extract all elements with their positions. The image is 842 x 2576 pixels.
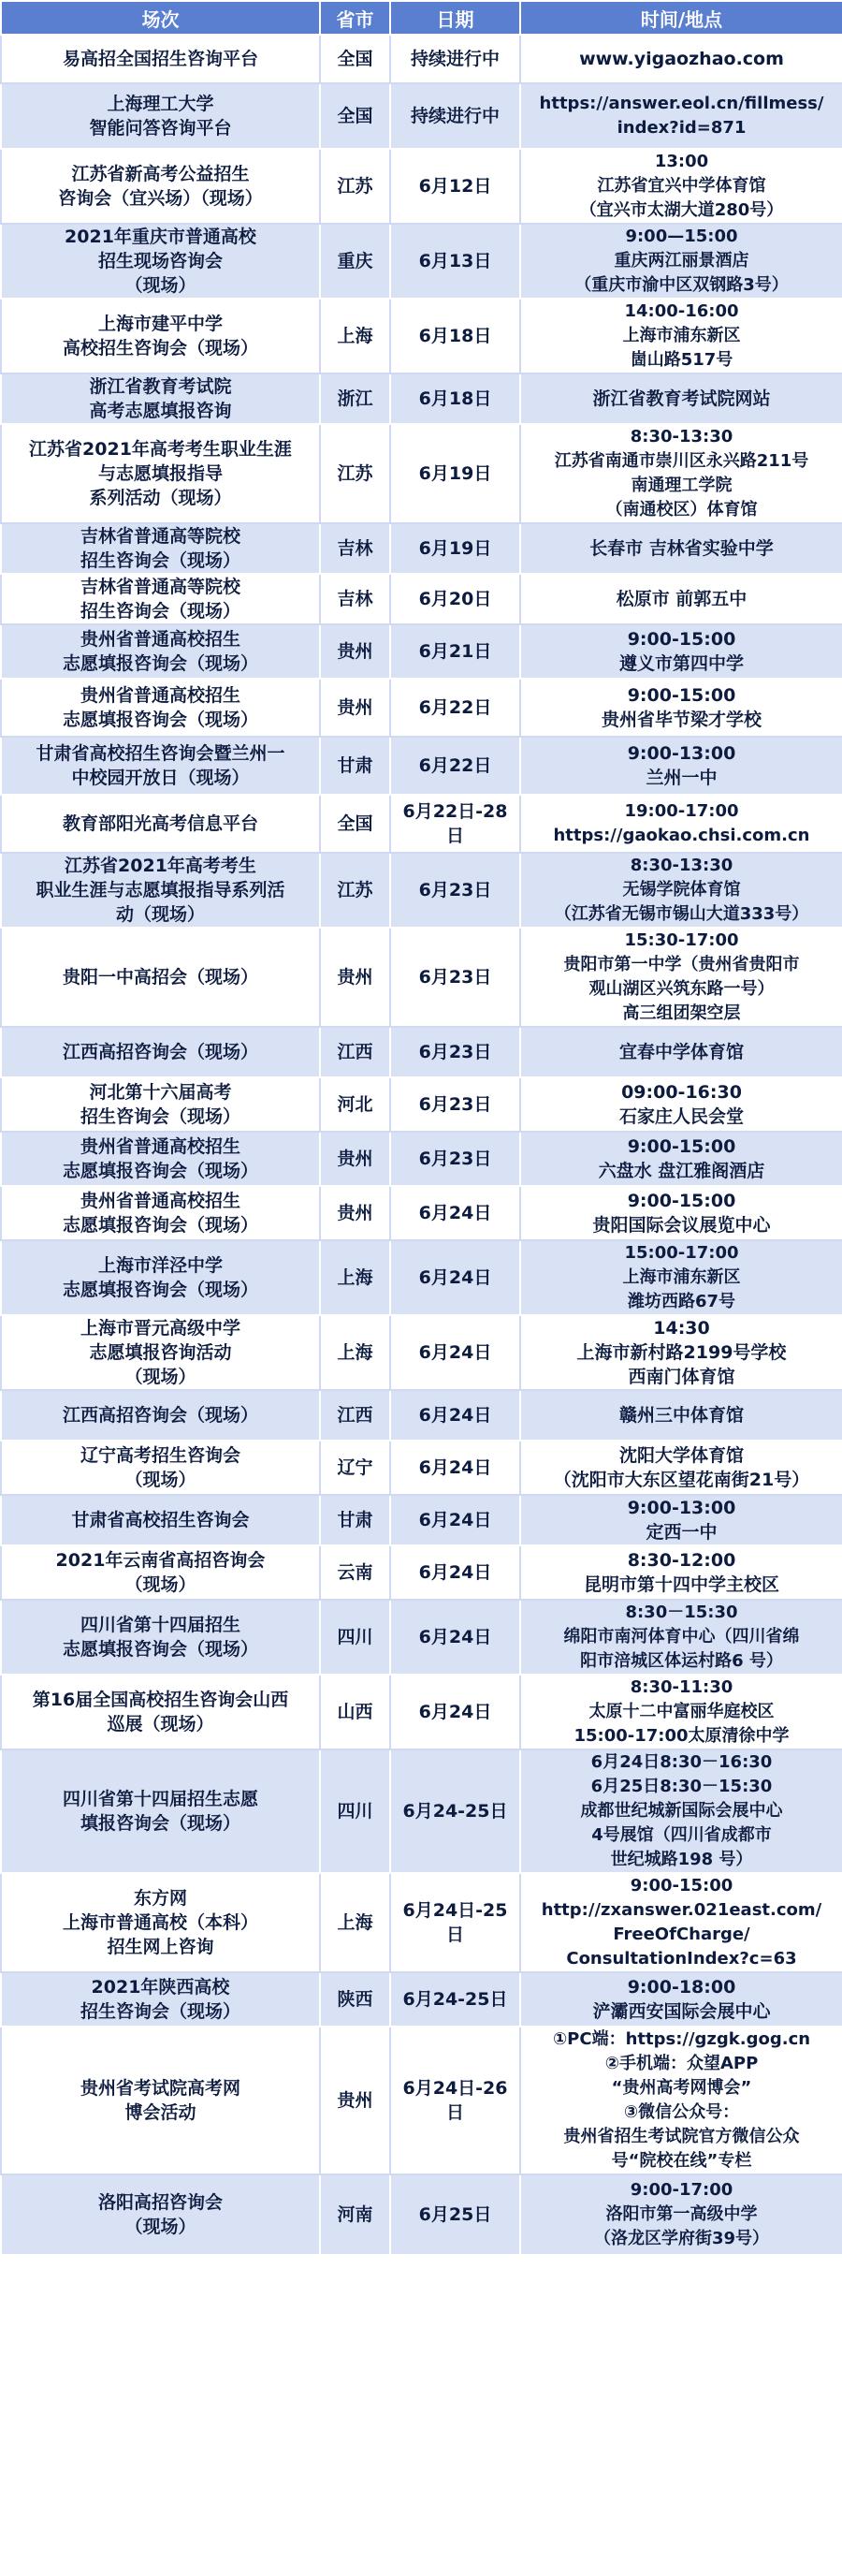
table-row — [1, 1186, 842, 1240]
table-row — [1, 1077, 842, 1132]
table-row — [1, 424, 842, 523]
cell-region: 江苏 — [320, 424, 390, 523]
table-row — [1, 795, 842, 853]
cell-event: 贵州省普通高校招生 志愿填报咨询会（现场） — [1, 1186, 320, 1240]
cell-date: 6月23日 — [390, 853, 520, 928]
cell-region: 江苏 — [320, 149, 390, 224]
cell-date: 6月22日-28日 — [390, 795, 520, 853]
table-row — [1, 2027, 842, 2174]
cell-date: 6月12日 — [390, 149, 520, 224]
cell-region: 陕西 — [320, 1972, 390, 2027]
cell-date: 6月20日 — [390, 574, 520, 624]
cell-date: 6月24日 — [390, 1186, 520, 1240]
cell-region: 贵州 — [320, 679, 390, 737]
header-row — [1, 1, 842, 35]
cell-date: 6月24日 — [390, 1441, 520, 1495]
cell-time-place: 9:00-13:00 兰州一中 — [520, 737, 842, 795]
cell-time-place: 9:00-13:00 定西一中 — [520, 1495, 842, 1545]
cell-event: 吉林省普通高等院校 招生咨询会（现场） — [1, 523, 320, 574]
cell-event: 辽宁高考招生咨询会 （现场） — [1, 1441, 320, 1495]
cell-date: 6月22日 — [390, 737, 520, 795]
cell-time-place: 9:00-18:00 浐灞西安国际会展中心 — [520, 1972, 842, 2027]
table-row — [1, 1240, 842, 1315]
cell-date: 6月24日 — [390, 1390, 520, 1441]
header-time-place: 时间/地点 — [520, 1, 842, 35]
cell-event: 上海市建平中学 高校招生咨询会（现场） — [1, 299, 320, 373]
cell-time-place: 9:00—15:00 重庆两江丽景酒店 （重庆市渝中区双钢路3号） — [520, 224, 842, 299]
cell-region: 甘肃 — [320, 1495, 390, 1545]
table-row — [1, 373, 842, 424]
cell-event: 江苏省2021年高考考生 职业生涯与志愿填报指导系列活 动（现场） — [1, 853, 320, 928]
table-row — [1, 149, 842, 224]
cell-region: 贵州 — [320, 1186, 390, 1240]
cell-event: 贵阳一中高招会（现场） — [1, 928, 320, 1027]
cell-date: 6月18日 — [390, 373, 520, 424]
table-row — [1, 35, 842, 83]
cell-time-place: www.yigaozhao.com — [520, 35, 842, 83]
cell-region: 江苏 — [320, 853, 390, 928]
cell-event: 2021年陕西高校 招生咨询会（现场） — [1, 1972, 320, 2027]
cell-event: 四川省第十四届招生志愿 填报咨询会（现场） — [1, 1749, 320, 1873]
cell-event: 第16届全国高校招生咨询会山西 巡展（现场） — [1, 1675, 320, 1749]
cell-time-place: 9:00-15:00 贵州省毕节梁才学校 — [520, 679, 842, 737]
cell-region: 贵州 — [320, 624, 390, 679]
cell-time-place: 9:00-15:00 六盘水 盘江雅阁酒店 — [520, 1132, 842, 1186]
cell-region: 上海 — [320, 1240, 390, 1315]
cell-time-place: 8:30-11:30 太原十二中富丽华庭校区 15:00-17:00太原清徐中学 — [520, 1675, 842, 1749]
table-row — [1, 224, 842, 299]
cell-date: 6月24日-25日 — [390, 1873, 520, 1972]
cell-region: 吉林 — [320, 523, 390, 574]
cell-region: 贵州 — [320, 2027, 390, 2174]
cell-region: 吉林 — [320, 574, 390, 624]
cell-region: 上海 — [320, 1873, 390, 1972]
cell-region: 上海 — [320, 299, 390, 373]
cell-date: 持续进行中 — [390, 83, 520, 149]
cell-event: 贵州省考试院高考网 博会活动 — [1, 2027, 320, 2174]
cell-time-place: 9:00-15:00 http://zxanswer.021east.com/ FreeOfCharge/ ConsultationIndex?c=63 — [520, 1873, 842, 1972]
header-event: 场次 — [1, 1, 320, 35]
cell-event: 2021年重庆市普通高校 招生现场咨询会 （现场） — [1, 224, 320, 299]
table-row — [1, 1495, 842, 1545]
cell-time-place: 8:30-13:30 江苏省南通市崇川区永兴路211号 南通理工学院 （南通校区）体育馆 — [520, 424, 842, 523]
cell-time-place: ①PC端：https://gzgk.gog.cn ②手机端：众望APP “贵州高考网博会” ③微信公众号： 贵州省招生考试院官方微信公众 号“院校在线”专栏 — [520, 2027, 842, 2174]
cell-event: 吉林省普通高等院校 招生咨询会（现场） — [1, 574, 320, 624]
cell-time-place: 9:00-15:00 遵义市第四中学 — [520, 624, 842, 679]
cell-date: 6月23日 — [390, 1027, 520, 1077]
cell-event: 甘肃省高校招生咨询会暨兰州一 中校园开放日（现场） — [1, 737, 320, 795]
cell-date: 持续进行中 — [390, 35, 520, 83]
cell-region: 四川 — [320, 1749, 390, 1873]
cell-time-place: https://answer.eol.cn/fillmess/ index?id=871 — [520, 83, 842, 149]
cell-event: 贵州省普通高校招生 志愿填报咨询会（现场） — [1, 679, 320, 737]
cell-region: 山西 — [320, 1675, 390, 1749]
table-row — [1, 1027, 842, 1077]
cell-time-place: 9:00-15:00 贵阳国际会议展览中心 — [520, 1186, 842, 1240]
cell-event: 四川省第十四届招生 志愿填报咨询会（现场） — [1, 1600, 320, 1675]
cell-time-place: 8:30-12:00 昆明市第十四中学主校区 — [520, 1545, 842, 1600]
cell-event: 上海市晋元高级中学 志愿填报咨询活动 （现场） — [1, 1315, 320, 1390]
cell-time-place: 宜春中学体育馆 — [520, 1027, 842, 1077]
table-header — [1, 1, 842, 35]
table-row — [1, 1315, 842, 1390]
table-row — [1, 853, 842, 928]
cell-event: 上海市洋泾中学 志愿填报咨询会（现场） — [1, 1240, 320, 1315]
cell-region: 全国 — [320, 83, 390, 149]
cell-date: 6月25日 — [390, 2174, 520, 2255]
cell-date: 6月23日 — [390, 1077, 520, 1132]
cell-region: 江西 — [320, 1027, 390, 1077]
table-row — [1, 679, 842, 737]
cell-date: 6月24日 — [390, 1240, 520, 1315]
cell-event: 贵州省普通高校招生 志愿填报咨询会（现场） — [1, 624, 320, 679]
table-row — [1, 1390, 842, 1441]
cell-region: 贵州 — [320, 1132, 390, 1186]
cell-time-place: 19:00-17:00 https://gaokao.chsi.com.cn — [520, 795, 842, 853]
table-row — [1, 1441, 842, 1495]
cell-date: 6月19日 — [390, 523, 520, 574]
table-row — [1, 2174, 842, 2255]
cell-region: 河南 — [320, 2174, 390, 2255]
table-row — [1, 574, 842, 624]
cell-date: 6月24日 — [390, 1495, 520, 1545]
cell-time-place: 6月24日8:30－16:30 6月25日8:30－15:30 成都世纪城新国际会展中心 4号展馆（四川省成都市 世纪城路198 号） — [520, 1749, 842, 1873]
table-row — [1, 1873, 842, 1972]
cell-region: 全国 — [320, 795, 390, 853]
table-row — [1, 928, 842, 1027]
cell-region: 江西 — [320, 1390, 390, 1441]
cell-date: 6月13日 — [390, 224, 520, 299]
table-row — [1, 1675, 842, 1749]
cell-time-place: 09:00-16:30 石家庄人民会堂 — [520, 1077, 842, 1132]
cell-time-place: 15:00-17:00 上海市浦东新区 潍坊西路67号 — [520, 1240, 842, 1315]
cell-event: 2021年云南省高招咨询会 （现场） — [1, 1545, 320, 1600]
cell-time-place: 15:30-17:00 贵阳市第一中学（贵州省贵阳市 观山湖区兴筑东路一号） 高三组团架空层 — [520, 928, 842, 1027]
cell-date: 6月24日 — [390, 1315, 520, 1390]
cell-region: 浙江 — [320, 373, 390, 424]
cell-event: 浙江省教育考试院 高考志愿填报咨询 — [1, 373, 320, 424]
table-row — [1, 523, 842, 574]
cell-region: 四川 — [320, 1600, 390, 1675]
cell-time-place: 8:30-13:30 无锡学院体育馆 （江苏省无锡市锡山大道333号） — [520, 853, 842, 928]
cell-event: 江苏省新高考公益招生 咨询会（宜兴场）（现场） — [1, 149, 320, 224]
cell-region: 重庆 — [320, 224, 390, 299]
cell-region: 河北 — [320, 1077, 390, 1132]
cell-event: 上海理工大学 智能问答咨询平台 — [1, 83, 320, 149]
cell-time-place: 14:30 上海市新村路2199号学校 西南门体育馆 — [520, 1315, 842, 1390]
cell-time-place: 8:30－15:30 绵阳市南河体育中心（四川省绵 阳市涪城区体运村路6 号） — [520, 1600, 842, 1675]
header-region: 省市 — [320, 1, 390, 35]
cell-event: 江苏省2021年高考考生职业生涯 与志愿填报指导 系列活动（现场） — [1, 424, 320, 523]
table-row — [1, 1545, 842, 1600]
cell-time-place: 浙江省教育考试院网站 — [520, 373, 842, 424]
cell-date: 6月24日-26日 — [390, 2027, 520, 2174]
cell-time-place: 9:00-17:00 洛阳市第一高级中学 （洛龙区学府街39号） — [520, 2174, 842, 2255]
header-date: 日期 — [390, 1, 520, 35]
cell-time-place: 松原市 前郭五中 — [520, 574, 842, 624]
cell-date: 6月23日 — [390, 928, 520, 1027]
cell-event: 江西高招咨询会（现场） — [1, 1027, 320, 1077]
cell-date: 6月24日 — [390, 1600, 520, 1675]
cell-event: 甘肃省高校招生咨询会 — [1, 1495, 320, 1545]
cell-date: 6月24-25日 — [390, 1972, 520, 2027]
cell-time-place: 14:00-16:00 上海市浦东新区 崮山路517号 — [520, 299, 842, 373]
table-row — [1, 1749, 842, 1873]
cell-event: 洛阳高招咨询会 （现场） — [1, 2174, 320, 2255]
cell-region: 辽宁 — [320, 1441, 390, 1495]
cell-region: 云南 — [320, 1545, 390, 1600]
cell-date: 6月22日 — [390, 679, 520, 737]
cell-event: 易高招全国招生咨询平台 — [1, 35, 320, 83]
cell-date: 6月23日 — [390, 1132, 520, 1186]
cell-time-place: 13:00 江苏省宜兴中学体育馆 （宜兴市太湖大道280号） — [520, 149, 842, 224]
table-row — [1, 737, 842, 795]
cell-event: 河北第十六届高考 招生咨询会（现场） — [1, 1077, 320, 1132]
table-row — [1, 1972, 842, 2027]
cell-region: 贵州 — [320, 928, 390, 1027]
cell-time-place: 长春市 吉林省实验中学 — [520, 523, 842, 574]
cell-region: 甘肃 — [320, 737, 390, 795]
table-row — [1, 1132, 842, 1186]
table-row — [1, 1600, 842, 1675]
cell-event: 江西高招咨询会（现场） — [1, 1390, 320, 1441]
cell-region: 上海 — [320, 1315, 390, 1390]
cell-date: 6月19日 — [390, 424, 520, 523]
table-row — [1, 624, 842, 679]
cell-region: 全国 — [320, 35, 390, 83]
table-body — [1, 35, 842, 2255]
cell-date: 6月18日 — [390, 299, 520, 373]
cell-date: 6月24-25日 — [390, 1749, 520, 1873]
cell-event: 贵州省普通高校招生 志愿填报咨询会（现场） — [1, 1132, 320, 1186]
cell-date: 6月24日 — [390, 1545, 520, 1600]
table-row — [1, 83, 842, 149]
cell-event: 东方网 上海市普通高校（本科） 招生网上咨询 — [1, 1873, 320, 1972]
cell-date: 6月21日 — [390, 624, 520, 679]
cell-event: 教育部阳光高考信息平台 — [1, 795, 320, 853]
table-row — [1, 299, 842, 373]
cell-time-place: 赣州三中体育馆 — [520, 1390, 842, 1441]
cell-time-place: 沈阳大学体育馆 （沈阳市大东区望花南街21号） — [520, 1441, 842, 1495]
cell-date: 6月24日 — [390, 1675, 520, 1749]
